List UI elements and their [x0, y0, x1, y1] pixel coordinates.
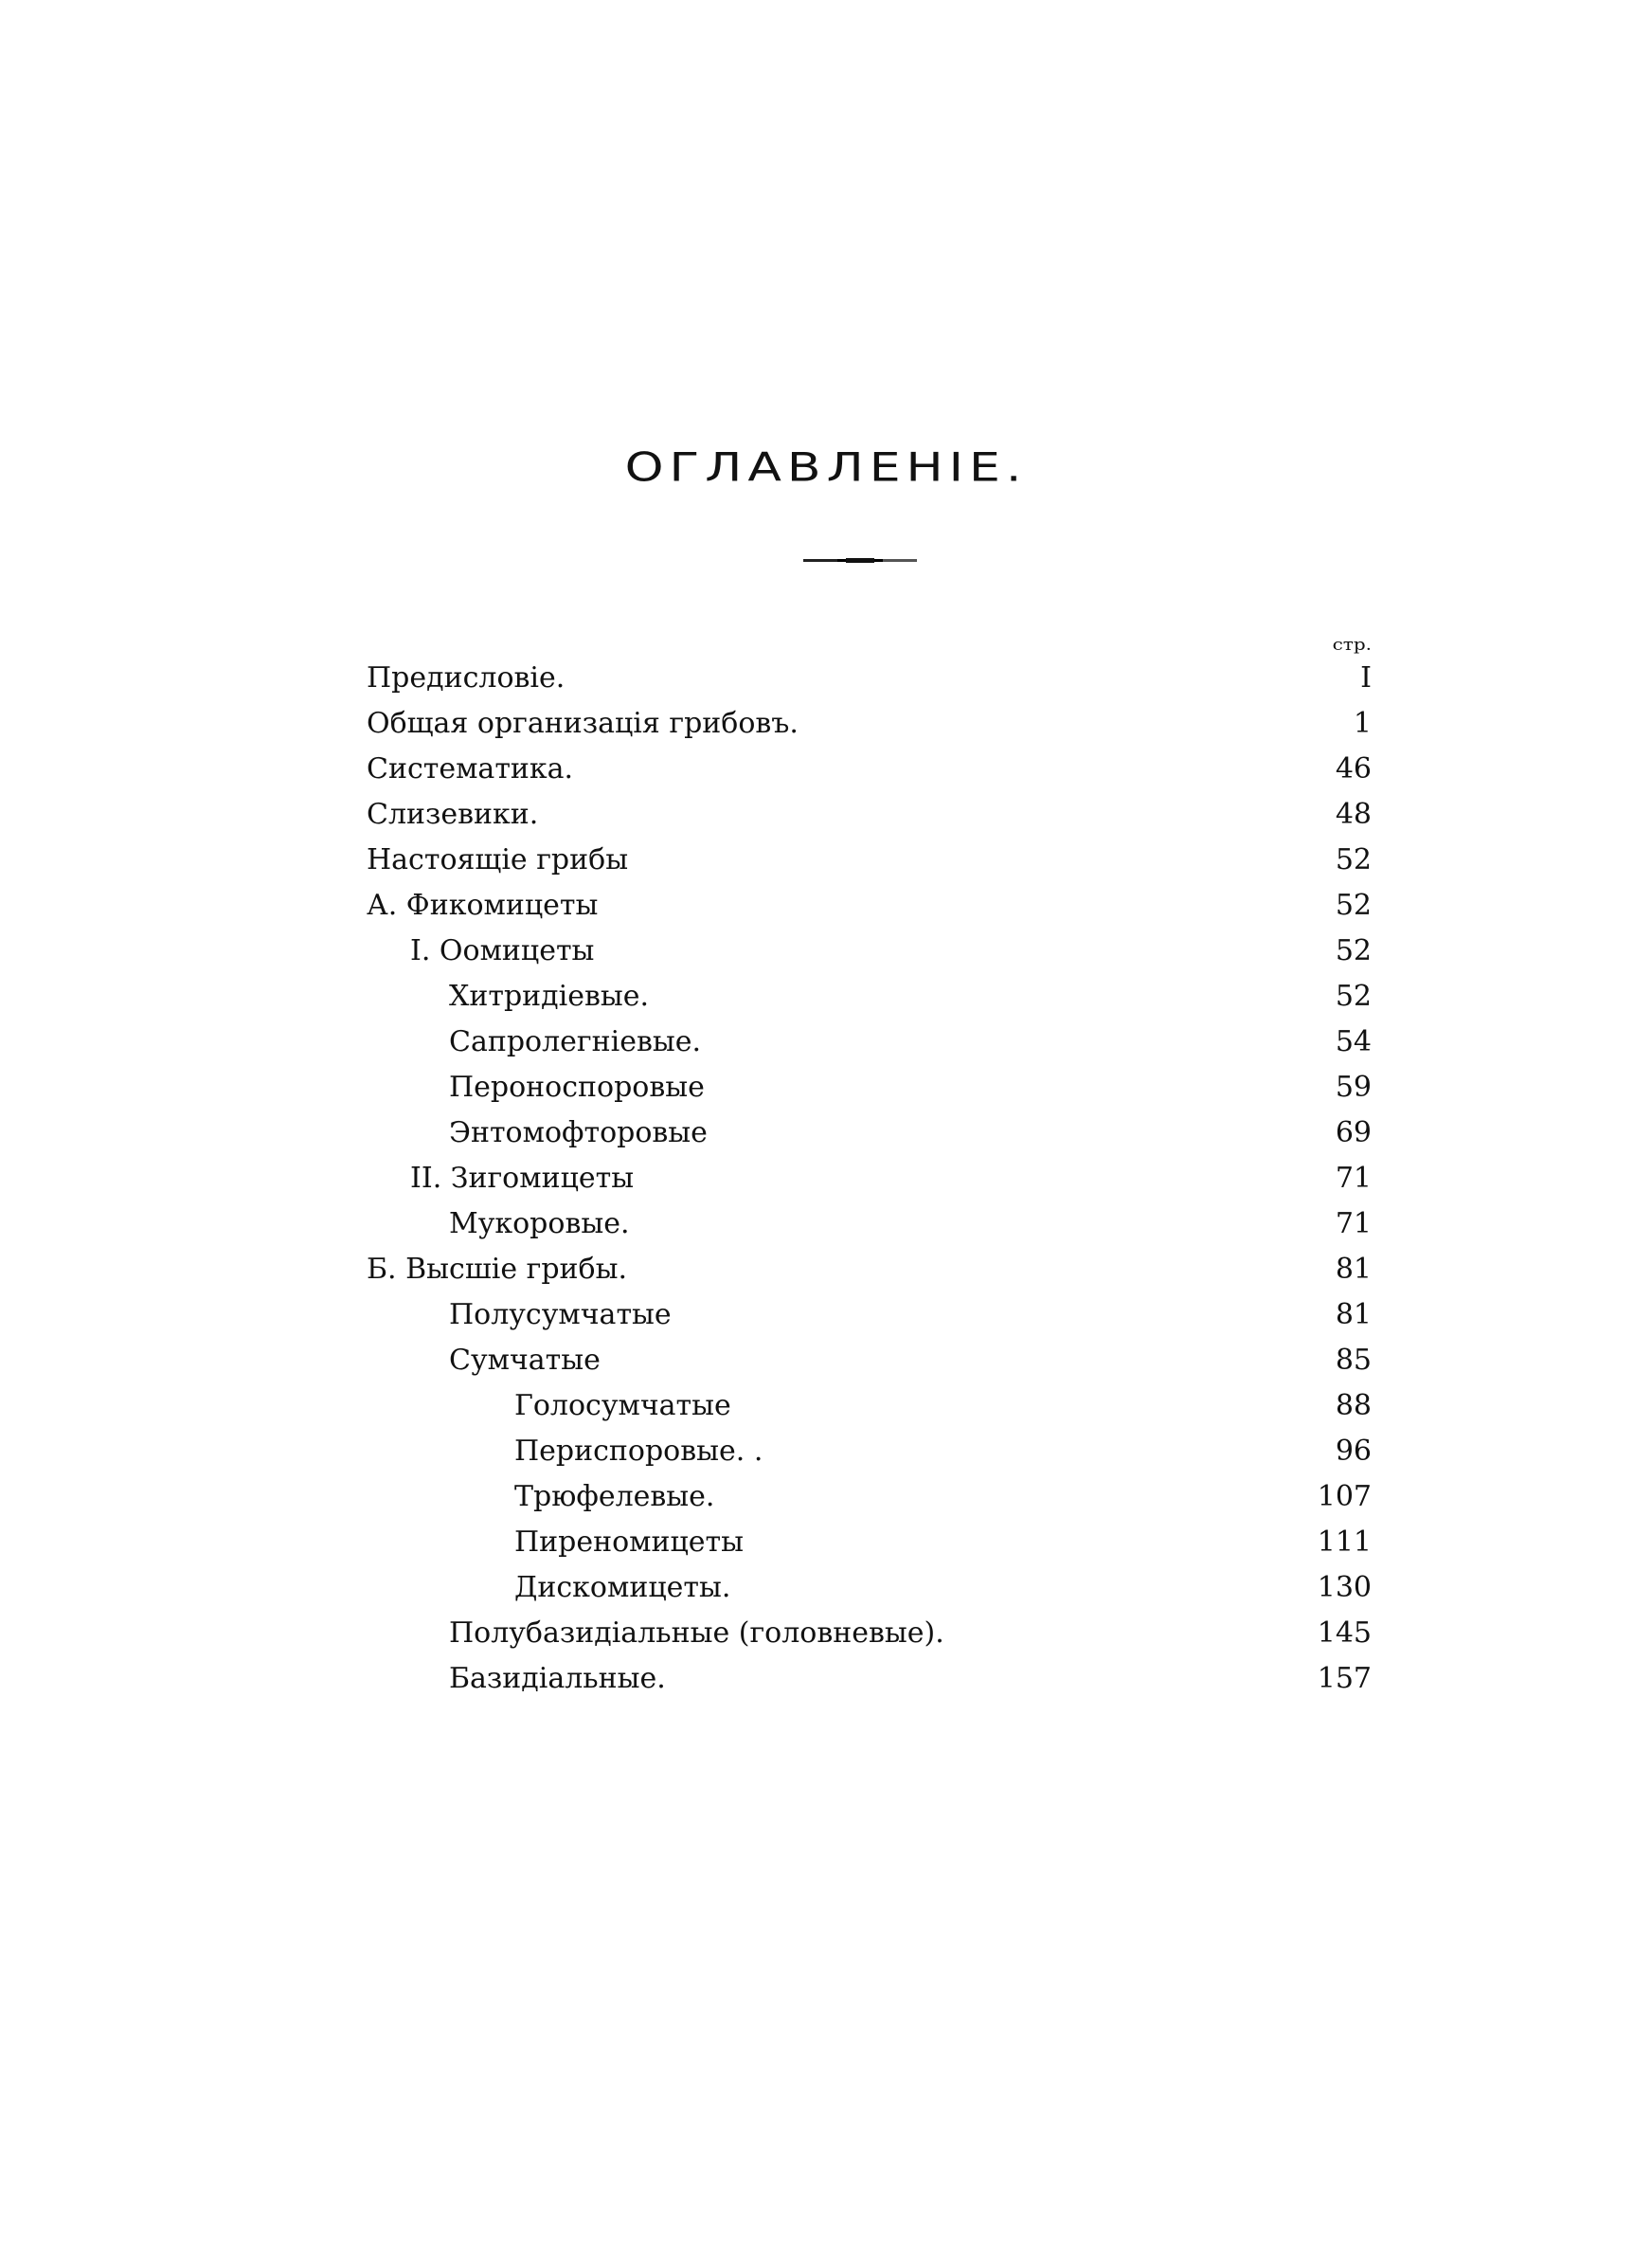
toc-entry-page: 52: [1335, 843, 1372, 876]
toc-entry-perisporiaceae: [0, 1429, 1652, 1474]
toc-entry-label: Базидіальные.: [449, 1662, 666, 1695]
toc-entry-label: Полусумчатые: [449, 1298, 672, 1331]
toc-entry-page: 54: [1335, 1025, 1372, 1058]
toc-entry-general-organization: [0, 701, 1652, 747]
toc-entry-ascomycetes: [0, 1338, 1652, 1383]
toc-entry-page: 130: [1317, 1571, 1372, 1604]
toc-entry-label: Настоящіе грибы: [367, 843, 629, 876]
toc-entry-label: Слизевики.: [367, 798, 539, 831]
toc-entry-discomycetes: [0, 1565, 1652, 1611]
toc-entry-page: 71: [1335, 1207, 1372, 1240]
toc-entry-hemiasci: [0, 1292, 1652, 1338]
toc-entry-label: Б. Высшіе грибы.: [367, 1253, 628, 1286]
toc-entry-label: II. Зигомицеты: [410, 1162, 635, 1195]
toc-entry-page: I: [1360, 661, 1372, 695]
toc-entry-page: 145: [1317, 1616, 1372, 1650]
toc-entry-page: 52: [1335, 934, 1372, 967]
toc-entry-pyrenomycetes: [0, 1520, 1652, 1565]
toc-entry-entomophthora: [0, 1110, 1652, 1156]
toc-entry-higher-fungi: [0, 1247, 1652, 1292]
toc-entry-preface: [0, 656, 1652, 701]
toc-entry-true-fungi: [0, 838, 1652, 883]
toc-entry-page: 59: [1335, 1071, 1372, 1104]
toc-entry-page: 48: [1335, 798, 1372, 831]
toc-entry-label: Пиреномицеты: [514, 1526, 745, 1559]
toc-entry-page: 111: [1317, 1526, 1372, 1559]
toc-entry-label: Голосумчатые: [514, 1389, 731, 1422]
toc-entry-oomycetes: [0, 929, 1652, 974]
toc-entry-truffles: [0, 1474, 1652, 1520]
toc-entry-page: 157: [1317, 1662, 1372, 1695]
toc-entry-gymnoasci: [0, 1383, 1652, 1429]
toc-entry-label: I. Оомицеты: [410, 934, 595, 967]
toc-entry-slime-molds: [0, 792, 1652, 838]
toc-entry-label: Полубазидіальные (головневые).: [449, 1616, 944, 1650]
toc-entry-page: 71: [1335, 1162, 1372, 1195]
toc-entry-hemibasidiomycetes: [0, 1611, 1652, 1656]
toc-entry-saprolegnia: [0, 1020, 1652, 1065]
toc-entry-label: Хитридіевые.: [449, 980, 650, 1013]
title-divider: [803, 559, 917, 562]
toc-entry-label: Сапролегніевые.: [449, 1025, 702, 1058]
toc-entry-label: Общая организація грибовъ.: [367, 707, 799, 740]
toc-entry-page: 46: [1335, 752, 1372, 785]
toc-entry-peronospora: [0, 1065, 1652, 1110]
toc-entry-page: 1: [1353, 707, 1372, 740]
toc-entry-page: 69: [1335, 1116, 1372, 1149]
toc-entry-label: Мукоровые.: [449, 1207, 630, 1240]
toc-entry-label: Энтомофторовые: [449, 1116, 708, 1149]
toc-entry-basidiomycetes: [0, 1656, 1652, 1702]
toc-entry-label: Трюфелевые.: [514, 1480, 715, 1513]
toc-entry-phycomycetes: [0, 883, 1652, 929]
toc-entry-mucor: [0, 1201, 1652, 1247]
toc-entry-page: 85: [1335, 1344, 1372, 1377]
toc-entry-label: А. Фикомицеты: [367, 889, 599, 922]
toc-entry-page: 96: [1335, 1435, 1372, 1468]
toc-entry-label: Пероноспоровые: [449, 1071, 705, 1104]
toc-entry-label: Систематика.: [367, 752, 574, 785]
toc-entry-label: Дискомицеты.: [514, 1571, 731, 1604]
toc-entry-page: 81: [1335, 1253, 1372, 1286]
page-title: ОГЛАВЛЕНІЕ.: [624, 445, 1028, 491]
toc-entry-chytrids: [0, 974, 1652, 1020]
toc-entry-label: Периспоровые. .: [514, 1435, 763, 1468]
toc-entry-label: Предисловіе.: [367, 661, 566, 695]
toc-entry-zygomycetes: [0, 1156, 1652, 1201]
toc-entry-label: Сумчатые: [449, 1344, 601, 1377]
toc-entry-systematics: [0, 747, 1652, 792]
toc-entry-page: 107: [1317, 1480, 1372, 1513]
toc-entry-page: 52: [1335, 889, 1372, 922]
toc-entry-page: 52: [1335, 980, 1372, 1013]
toc-entry-page: 81: [1335, 1298, 1372, 1331]
toc-entry-page: 88: [1335, 1389, 1372, 1422]
page-column-header: стр.: [1332, 634, 1372, 655]
